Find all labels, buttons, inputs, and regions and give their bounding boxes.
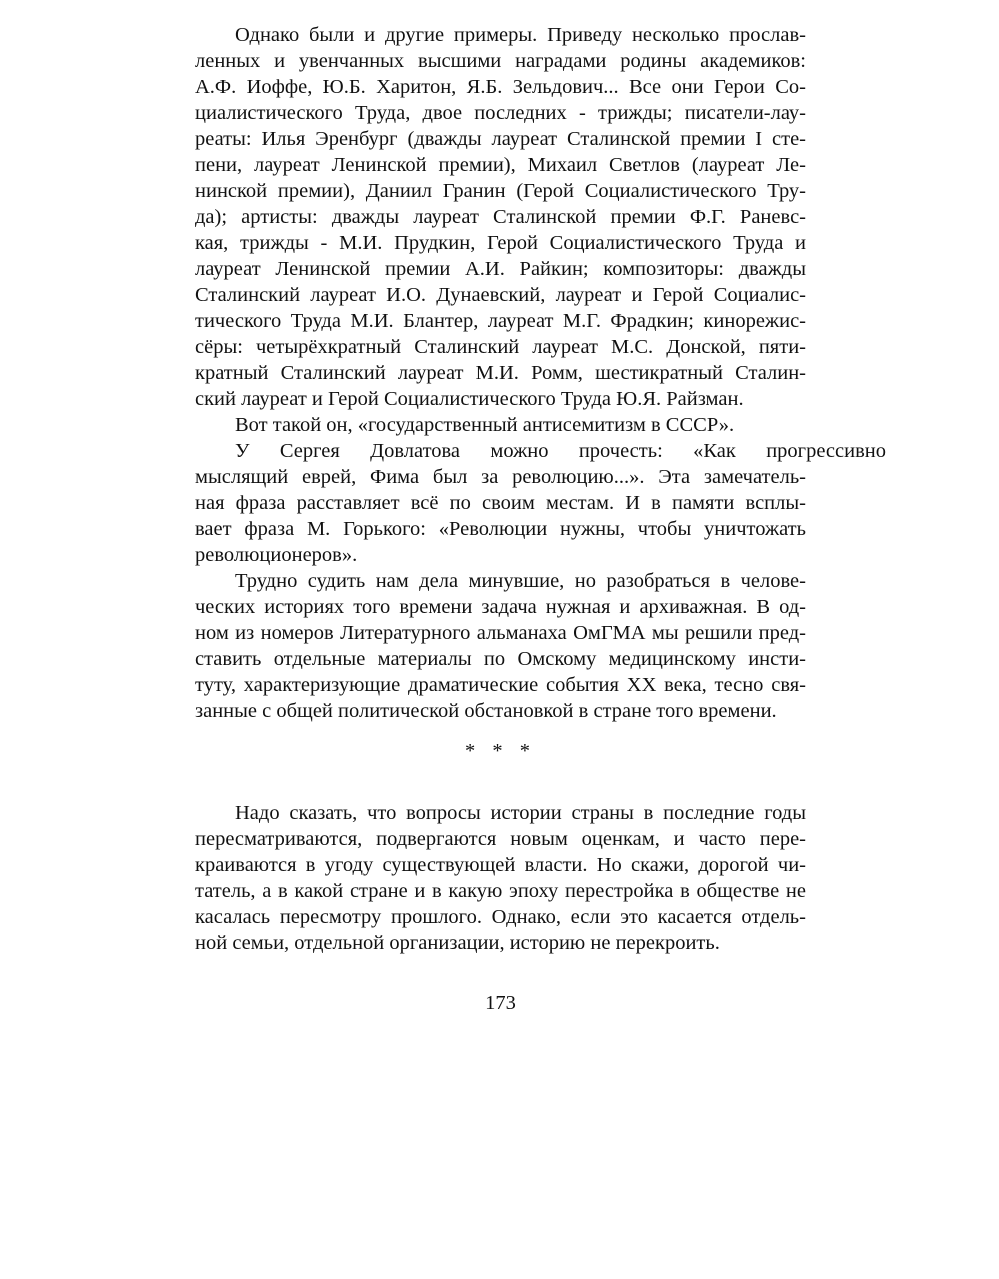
text-line: циалистического Труда, двое последних - трижды; писатели-лау- [195, 102, 806, 124]
text-line: туту, характеризующие драматические события XX века, тесно свя- [195, 674, 806, 696]
text-line: мыслящий еврей, Фима был за революцию...». Эта замечатель- [195, 466, 806, 488]
paragraph-3 [195, 438, 886, 568]
paragraph-5 [195, 800, 806, 956]
text-line: ной семьи, отдельной организации, историю не перекроить. [195, 932, 720, 954]
text-line: пересматриваются, подвергаются новым оценкам, и часто пере- [195, 828, 806, 850]
text-line: вает фраза М. Горького: «Революции нужны, чтобы уничтожать [195, 518, 806, 540]
text-line: А.Ф. Иоффе, Ю.Б. Харитон, Я.Б. Зельдович... Все они Герои Со- [195, 76, 806, 98]
text-line: кая, трижды - М.И. Прудкин, Герой Социалистического Труда и [195, 232, 806, 254]
paragraph-1 [195, 22, 806, 412]
text-line: ная фраза расставляет всё по своим местам. И в памяти всплы- [195, 492, 806, 514]
text-line: Трудно судить нам дела минувшие, но разобраться в челове- [235, 570, 806, 592]
text-line: революционеров». [195, 544, 358, 566]
paragraph-4 [195, 568, 806, 724]
text-line: занные с общей политической обстановкой в стране того времени. [195, 700, 777, 722]
text-line: Вот такой он, «государственный антисемитизм в СССР». [235, 414, 735, 436]
text-line: тического Труда М.И. Блантер, лауреат М.Г. Фрадкин; кинорежис- [195, 310, 806, 332]
text-line: да); артисты: дважды лауреат Сталинской премии Ф.Г. Раневс- [195, 206, 806, 228]
text-line: сёры: четырёхкратный Сталинский лауреат М.С. Донской, пяти- [195, 336, 806, 358]
text-line: ленных и увенчанных высшими наградами родины академиков: [195, 50, 806, 72]
section-separator: * * * [465, 740, 536, 762]
text-line: пени, лауреат Ленинской премии), Михаил Светлов (лауреат Ле- [195, 154, 806, 176]
text-line: У Сергея Довлатова можно прочесть: «Как прогрессивно [235, 440, 886, 462]
text-line: лауреат Ленинской премии А.И. Райкин; композиторы: дважды [195, 258, 806, 280]
paragraph-2 [195, 412, 806, 438]
text-line: ческих историях того времени задача нужная и архиважная. В од- [195, 596, 806, 618]
text-line: Однако были и другие примеры. Приведу несколько прослав- [235, 24, 806, 46]
text-line: ном из номеров Литературного альманаха ОмГМА мы решили пред- [195, 622, 806, 644]
text-line: кратный Сталинский лауреат М.И. Ромм, шестикратный Сталин- [195, 362, 806, 384]
text-line: Надо сказать, что вопросы истории страны в последние годы [235, 802, 806, 824]
text-line: краиваются в угоду существующей власти. Но скажи, дорогой чи- [195, 854, 806, 876]
text-line: ский лауреат и Герой Социалистического Труда Ю.Я. Райзман. [195, 388, 744, 410]
text-line: Сталинский лауреат И.О. Дунаевский, лауреат и Герой Социалис- [195, 284, 806, 306]
text-line: реаты: Илья Эренбург (дважды лауреат Сталинской премии I сте- [195, 128, 806, 150]
page-number: 173 [485, 992, 516, 1014]
text-line: татель, а в какой стране и в какую эпоху перестройка в обществе не [195, 880, 806, 902]
main-text [195, 22, 886, 724]
text-line: касалась пересмотру прошлого. Однако, если это касается отдель- [195, 906, 806, 928]
text-line: нинской премии), Даниил Гранин (Герой Социалистического Тру- [195, 180, 806, 202]
text-line: ставить отдельные материалы по Омскому медицинскому инсти- [195, 648, 806, 670]
